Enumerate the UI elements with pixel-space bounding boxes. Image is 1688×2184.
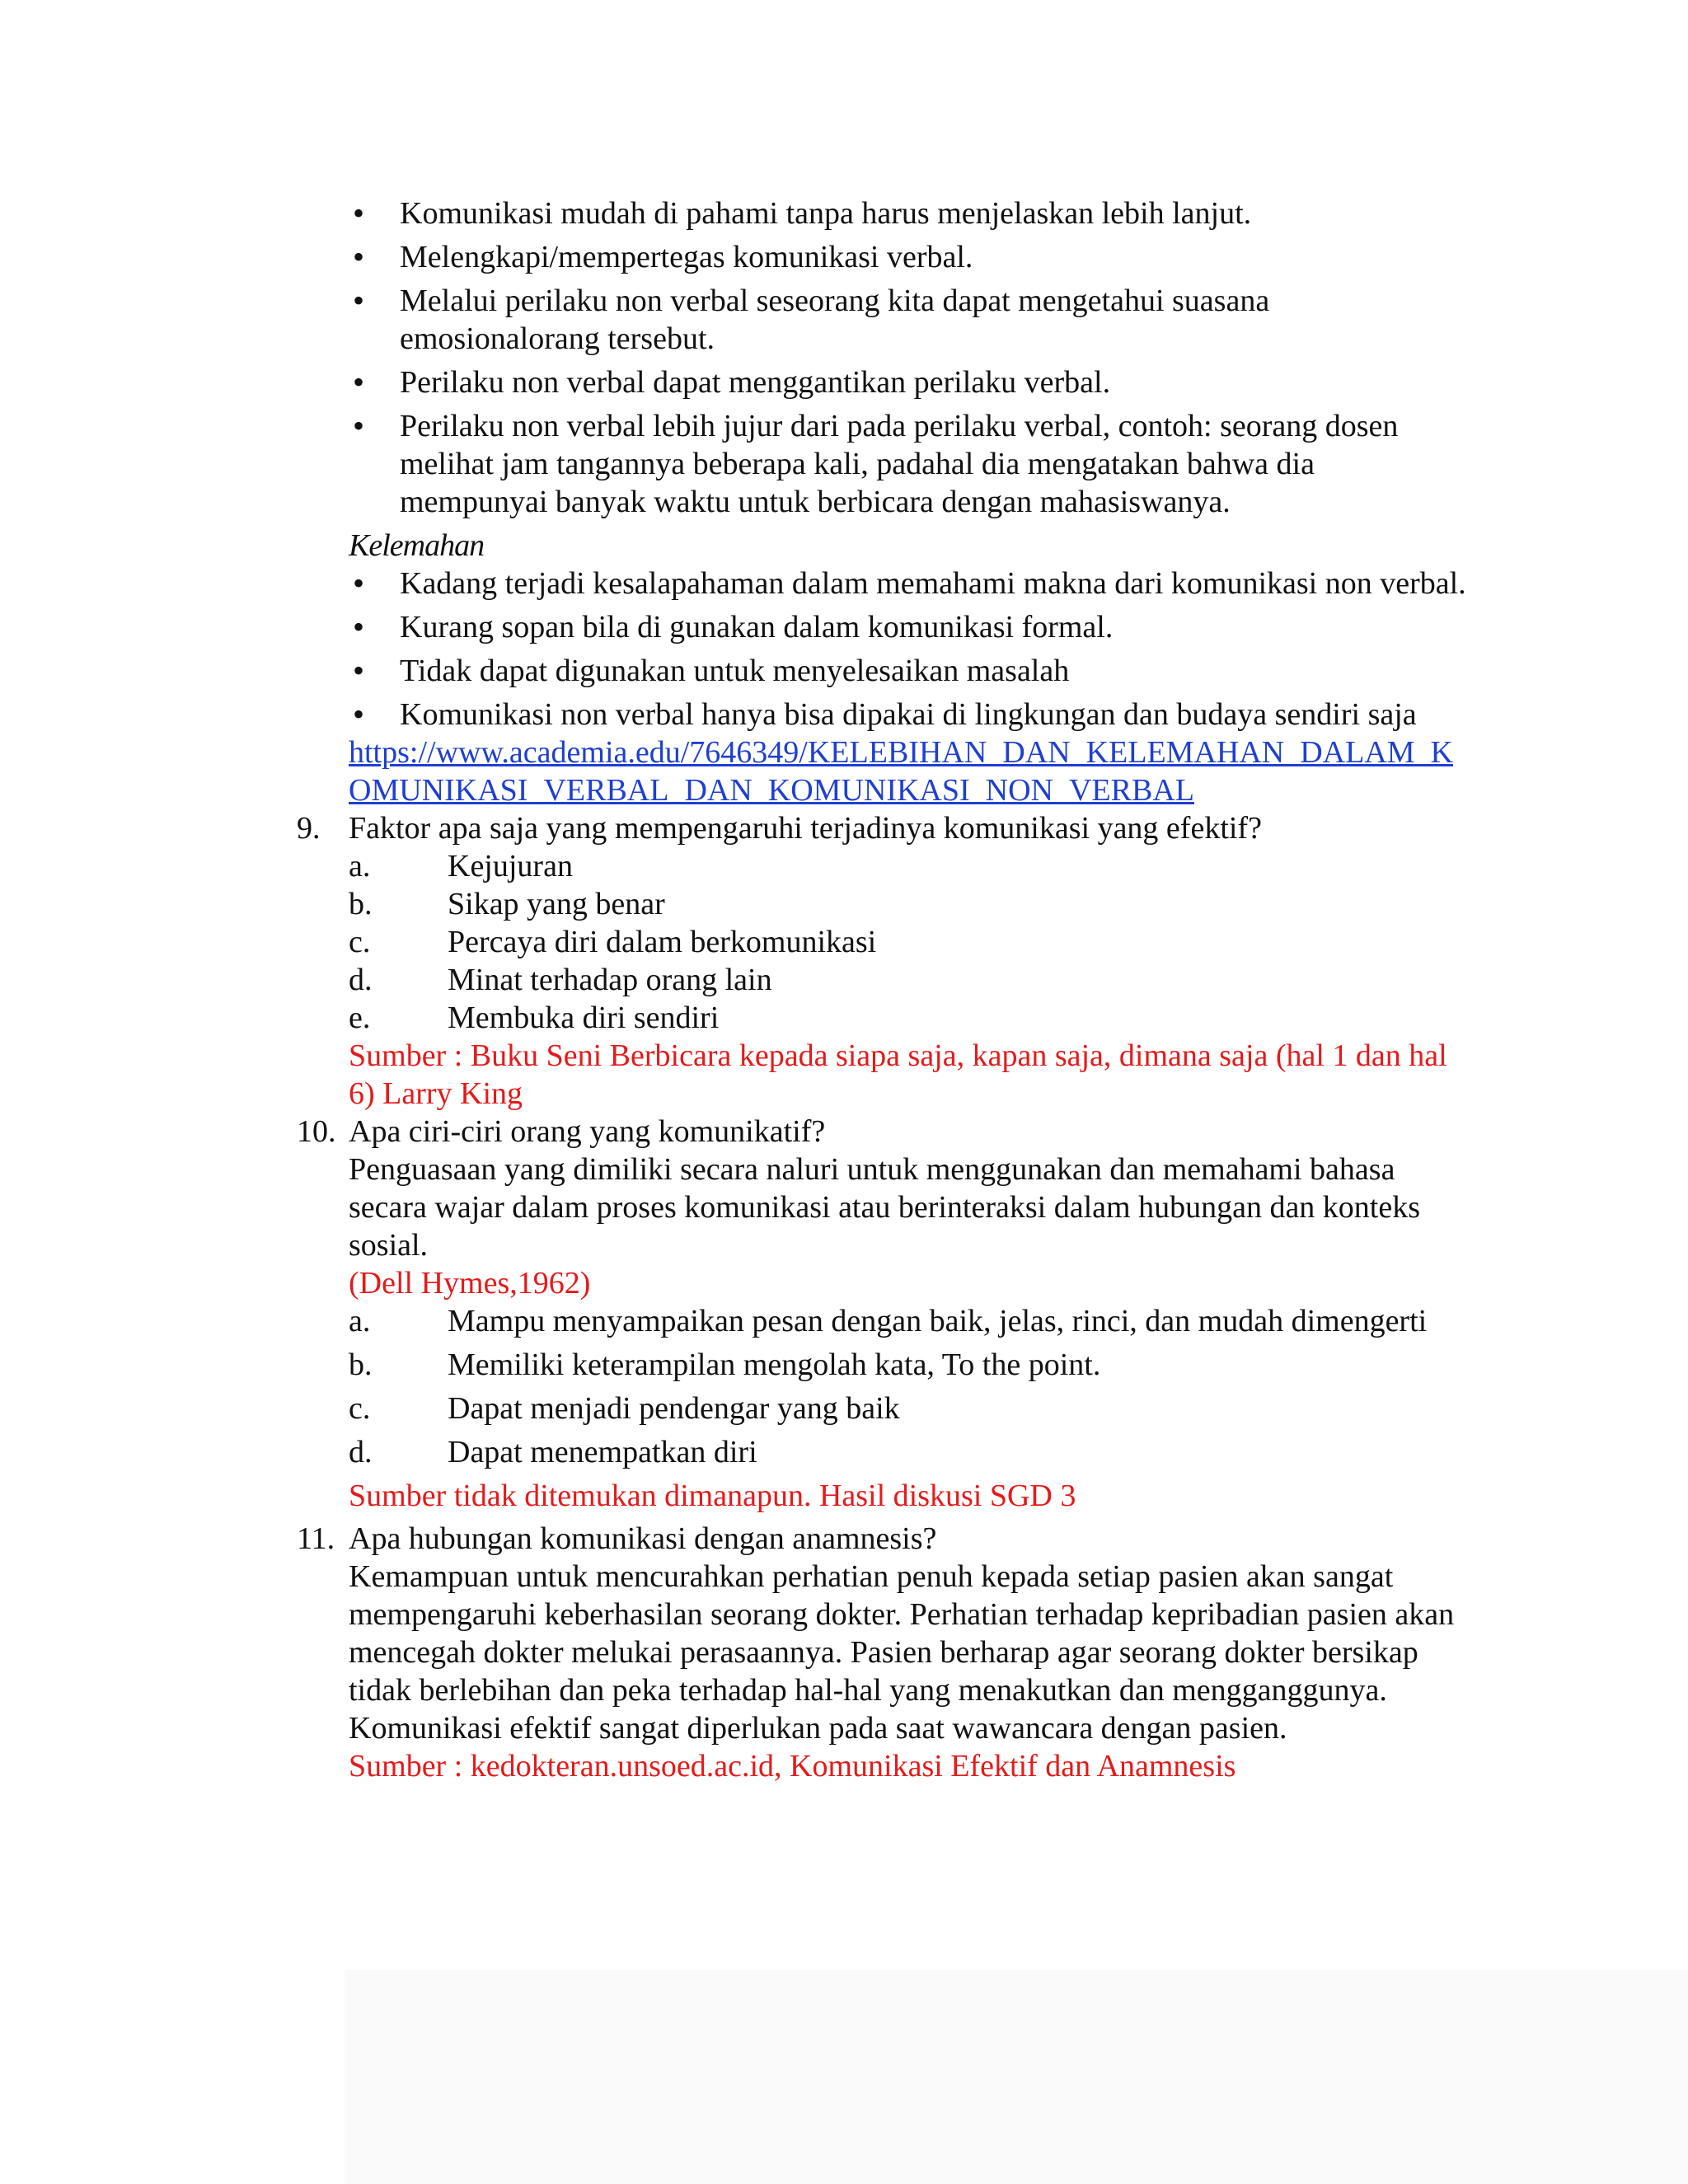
option-text: Dapat menjadi pendengar yang baik <box>448 1391 900 1426</box>
document-content <box>297 194 1467 1785</box>
option-letter: d. <box>349 963 373 997</box>
bullet-item: • Komunikasi non verbal hanya bisa dipakai di lingkungan dan budaya sendiri saja <box>400 696 1467 733</box>
option-text: Minat terhadap orang lain <box>448 963 772 997</box>
option-text: Memiliki keterampilan mengolah kata, To the point. <box>448 1347 1101 1382</box>
option-item <box>297 923 1467 961</box>
question-text: Faktor apa saja yang mempengaruhi terjadinya komunikasi yang efektif? <box>349 811 1262 846</box>
option-letter: b. <box>349 887 373 921</box>
page-shadow <box>345 1970 1688 2184</box>
citation: (Dell Hymes,1962) <box>349 1266 591 1301</box>
question-text: Apa hubungan komunikasi dengan anamnesis? <box>349 1521 937 1556</box>
option-letter: a. <box>349 849 371 883</box>
bullet-item: • Kurang sopan bila di gunakan dalam komunikasi formal. <box>400 608 1467 646</box>
question-10 <box>297 1113 1467 1151</box>
answer-paragraph: Kemampuan untuk mencurahkan perhatian penuh kepada setiap pasien akan sangat mempengaruhi keberhasilan seorang dokter. Perhatian terhadap kepribadian pasien akan mencegah dokter melukai perasaannya. Pasien berharap agar seorang dokter bersikap tidak berlebihan dan peka terhadap hal-hal yang menakutkan dan mengganggunya. Komunikasi efektif sangat diperlukan pada saat wawancara dengan pasien. <box>349 1559 1455 1746</box>
bullet-item: • Tidak dapat digunakan untuk menyelesaikan masalah <box>400 652 1467 690</box>
option-item <box>297 885 1467 923</box>
option-letter: b. <box>349 1347 373 1382</box>
bullet-item: • Kadang terjadi kesalapahaman dalam memahami makna dari komunikasi non verbal. <box>400 565 1467 602</box>
kelemahan-bullet-list <box>297 565 1467 733</box>
question-number: 9. <box>297 811 321 846</box>
bullet-item: • Perilaku non verbal lebih jujur dari pada perilaku verbal, contoh: seorang dosen melihat jam tangannya beberapa kali, padahal dia mengatakan bahwa dia mempunyai banyak waktu untuk berbicara dengan mahasiswanya. <box>400 407 1467 521</box>
option-item <box>297 999 1467 1037</box>
option-text: Sikap yang benar <box>448 887 665 921</box>
option-letter: a. <box>349 1304 371 1338</box>
option-item <box>297 1346 1467 1384</box>
option-text: Dapat menempatkan diri <box>448 1435 757 1469</box>
option-letter: d. <box>349 1435 373 1469</box>
option-item <box>297 847 1467 885</box>
bullet-item: • Komunikasi mudah di pahami tanpa harus menjelaskan lebih lanjut. <box>400 194 1467 232</box>
source-note: Sumber : kedokteran.unsoed.ac.id, Komunikasi Efektif dan Anamnesis <box>349 1749 1236 1783</box>
option-item <box>297 1302 1467 1340</box>
option-letter: c. <box>349 925 371 959</box>
option-text: Membuka diri sendiri <box>448 1001 720 1035</box>
question-11 <box>297 1520 1467 1558</box>
bullet-item: • Perilaku non verbal dapat menggantikan perilaku verbal. <box>400 363 1467 401</box>
kelebihan-bullet-list <box>297 194 1467 521</box>
reference-link[interactable]: https://www.academia.edu/7646349/KELEBIHAN_DAN_KELEMAHAN_DALAM_KOMUNIKASI_VERBAL_DAN_KOMUNIKASI_NON_VERBAL <box>349 735 1454 808</box>
source-note: Sumber tidak ditemukan dimanapun. Hasil diskusi SGD 3 <box>349 1479 1076 1513</box>
bullet-item: • Melalui perilaku non verbal seseorang kita dapat mengetahui suasana emosionalorang tersebut. <box>400 282 1467 358</box>
option-item <box>297 1390 1467 1427</box>
question-9 <box>297 809 1467 847</box>
option-letter: c. <box>349 1391 371 1426</box>
option-item <box>297 1433 1467 1471</box>
option-item <box>297 961 1467 999</box>
kelemahan-heading: Kelemahan <box>349 528 485 563</box>
option-text: Kejujuran <box>448 849 573 883</box>
question-text: Apa ciri-ciri orang yang komunikatif? <box>349 1114 826 1149</box>
question-number: 11. <box>297 1521 335 1556</box>
option-letter: e. <box>349 1001 371 1035</box>
bullet-item: • Melengkapi/mempertegas komunikasi verbal. <box>400 238 1467 276</box>
source-note: Sumber : Buku Seni Berbicara kepada siapa saja, kapan saja, dimana saja (hal 1 dan hal 6) Larry King <box>349 1038 1447 1111</box>
option-text: Mampu menyampaikan pesan dengan baik, jelas, rinci, dan mudah dimengerti <box>448 1304 1428 1338</box>
option-text: Percaya diri dalam berkomunikasi <box>448 925 877 959</box>
answer-paragraph: Penguasaan yang dimiliki secara naluri untuk menggunakan dan memahami bahasa secara wajar dalam proses komunikasi atau berinteraksi dalam hubungan dan konteks sosial. <box>349 1152 1421 1263</box>
question-number: 10. <box>297 1114 336 1149</box>
